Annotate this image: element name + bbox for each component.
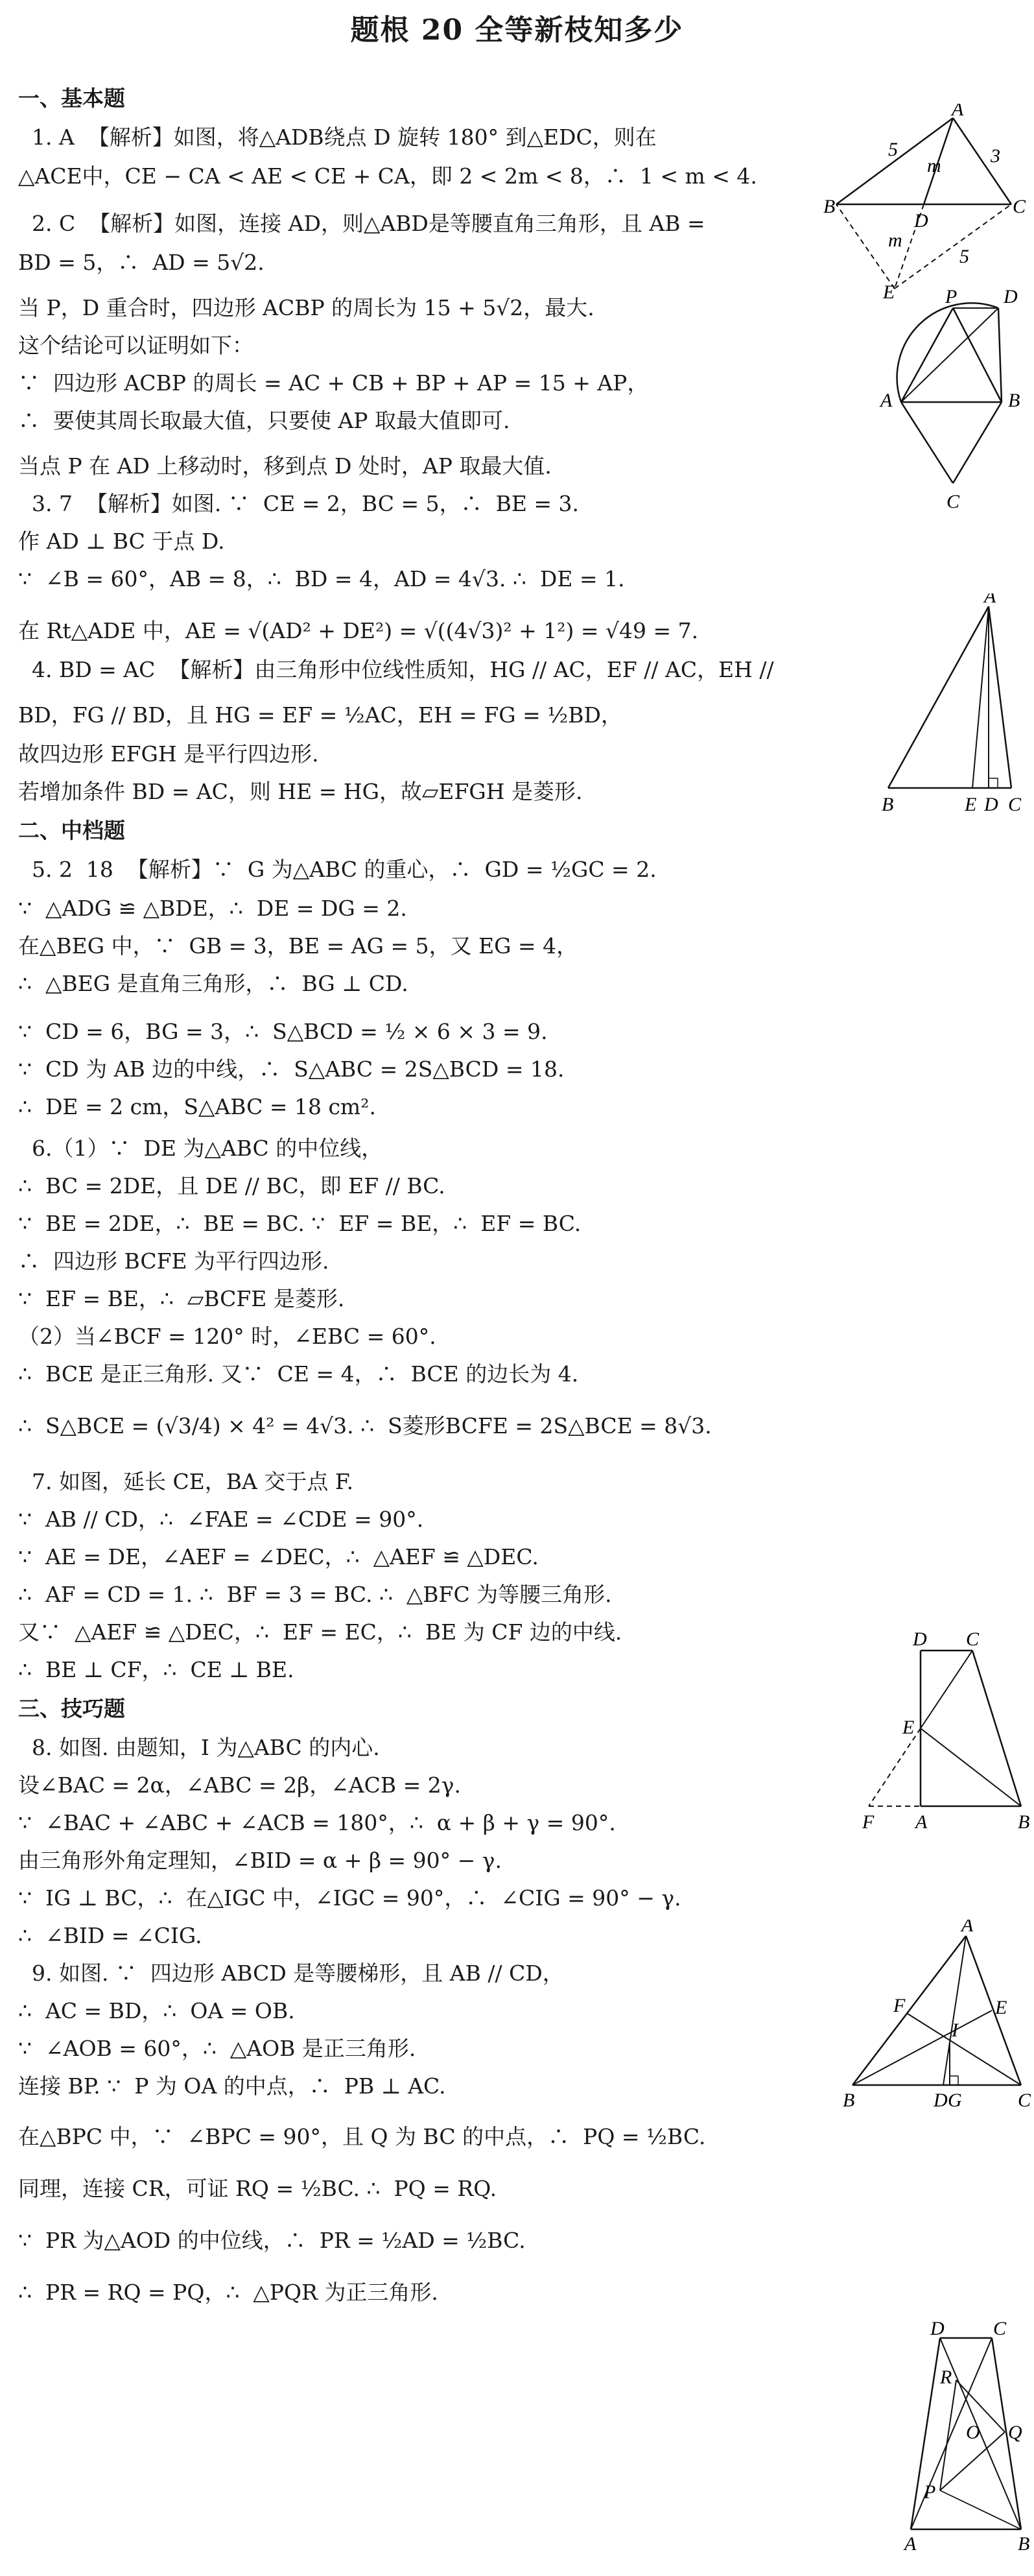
fig9-label: P [924, 2481, 936, 2503]
fig7-label: C [966, 1631, 980, 1650]
solution-line: 8. 如图. 由题知，I 为△ABC 的内心. [18, 1735, 380, 1760]
solution-line: 在 Rt△ADE 中，AE = √(AD² + DE²) = √((4√3)² + 1²) = √49 = 7. [18, 618, 699, 643]
fig9-label: B [1018, 2533, 1030, 2555]
figure-problem-9 [895, 2322, 1031, 2558]
solution-line: ∴ S△BCE = (√3/4) × 4² = 4√3. ∴ S菱形BCFE = 2S△BCE = 8√3. [18, 1413, 712, 1438]
fig9-label: A [904, 2533, 917, 2555]
fig1-label: C [1013, 196, 1026, 217]
solution-line: ∴ AF = CD = 1. ∴ BF = 3 = BC. ∴ △BFC 为等腰三角形. [18, 1582, 612, 1607]
solution-line: ∵ AB // CD，∴ ∠FAE = ∠CDE = 90°. [18, 1507, 424, 1532]
solution-line: ∵ ∠BAC + ∠ABC + ∠ACB = 180°，∴ α + β + γ = 90°. [18, 1810, 616, 1835]
fig1-label: B [823, 196, 836, 217]
solution-line: ∴ 要使其周长取最大值，只要使 AP 取最大值即可. [18, 408, 510, 433]
solution-line: （2）当∠BCF = 120° 时，∠EBC = 60°. [18, 1324, 436, 1349]
fig1-label: m [927, 155, 941, 176]
section-heading: 一、基本题 [18, 86, 125, 111]
figure-problem-2 [875, 289, 1031, 525]
section-heading: 二、中档题 [18, 818, 125, 843]
solution-line: ∵ ∠AOB = 60°，∴ △AOB 是正三角形. [18, 2036, 416, 2061]
solution-line: 在△BPC 中，∵ ∠BPC = 90°，且 Q 为 BC 的中点，∴ PQ = ½BC. [18, 2124, 706, 2149]
solution-line: ∴ 四边形 BCFE 为平行四边形. [18, 1248, 329, 1274]
solution-line: 连接 BP. ∵ P 为 OA 的中点，∴ PB ⊥ AC. [18, 2073, 446, 2099]
solution-line: BD，FG // BD，且 HG = EF = ½AC，EH = FG = ½BD， [18, 702, 622, 728]
solution-line: 故四边形 EFGH 是平行四边形. [18, 741, 319, 767]
solution-line: 当点 P 在 AD 上移动时，移到点 D 处时，AP 取最大值. [18, 453, 552, 479]
solution-line: 2. C 【解析】如图，连接 AD，则△ABD是等腰直角三角形，且 AB = [18, 211, 705, 236]
solution-line: ∵ IG ⊥ BC，∴ 在△IGC 中，∠IGC = 90°，∴ ∠CIG = 90° − γ. [18, 1885, 681, 1911]
figure-problem-1 [823, 104, 1031, 301]
solution-line: ∴ DE = 2 cm，S△ABC = 18 cm². [18, 1094, 376, 1119]
solution-line: ∵ ∠B = 60°，AB = 8，∴ BD = 4，AD = 4√3. ∴ DE = 1. [18, 566, 625, 591]
solution-line: 当 P，D 重合时，四边形 ACBP 的周长为 15 + 5√2，最大. [18, 295, 594, 320]
solution-line: 1. A 【解析】如图，将△ADB绕点 D 旋转 180° 到△EDC，则在 [18, 125, 657, 150]
fig2-label: A [880, 390, 893, 411]
fig8-label: G [948, 2090, 962, 2111]
fig1-label: D [914, 210, 928, 232]
fig8-label: C [1018, 2090, 1031, 2111]
solution-line: 同理，连接 CR，可证 RQ = ½BC. ∴ PQ = RQ. [18, 2176, 497, 2201]
fig9-label: Q [1008, 2422, 1022, 2443]
fig9-label: R [940, 2367, 952, 2388]
fig2-label: D [1004, 289, 1018, 307]
fig9-label: O [966, 2422, 980, 2443]
solution-line: 由三角形外角定理知，∠BID = α + β = 90° − γ. [18, 1848, 502, 1873]
solution-line: ∵ PR 为△AOD 的中位线，∴ PR = ½AD = ½BC. [18, 2228, 526, 2253]
fig1-label: E [883, 281, 895, 298]
fig3-label: B [882, 794, 894, 815]
solution-line: ∵ AE = DE，∠AEF = ∠DEC，∴ △AEF ≌ △DEC. [18, 1544, 539, 1569]
fig9-label: C [993, 2322, 1007, 2339]
solution-line: 在△BEG 中，∵ GB = 3，BE = AG = 5，又 EG = 4， [18, 933, 578, 959]
figure-problem-3 [875, 593, 1031, 823]
fig3-label: D [984, 794, 998, 815]
solution-line: ∵ CD 为 AB 边的中线，∴ S△ABC = 2S△BCD = 18. [18, 1056, 565, 1082]
solution-line: 又∵ △AEF ≌ △DEC，∴ EF = EC，∴ BE 为 CF 边的中线. [18, 1619, 622, 1645]
figure-problem-7 [856, 1631, 1034, 1841]
solution-line: ∴ AC = BD，∴ OA = OB. [18, 1998, 295, 2023]
solution-line: ∴ △BEG 是直角三角形，∴ BG ⊥ CD. [18, 971, 408, 996]
solution-line: ∴ ∠BID = ∠CIG. [18, 1923, 202, 1948]
fig2-label: P [945, 289, 958, 307]
solution-line: ∵ 四边形 ACBP 的周长 = AC + CB + BP + AP = 15 + AP， [18, 370, 649, 396]
solution-line: ∵ △ADG ≌ △BDE，∴ DE = DG = 2. [18, 896, 407, 921]
fig8-label: F [893, 1995, 906, 2016]
fig8-label: E [995, 1997, 1007, 2018]
fig7-label: B [1018, 1811, 1030, 1833]
fig2-label: C [946, 491, 960, 512]
solution-line: 4. BD = AC 【解析】由三角形中位线性质知，HG // AC，EF // AC，EH // [18, 657, 774, 682]
fig8-label: B [843, 2090, 855, 2111]
solution-line: ∵ BE = 2DE，∴ BE = BC. ∵ EF = BE，∴ EF = BC. [18, 1211, 582, 1236]
fig8-label: D [934, 2090, 948, 2111]
page-title: 题根 20 全等新枝知多少 [350, 14, 684, 47]
figure-problem-8 [843, 1920, 1034, 2117]
fig1-label: m [888, 230, 902, 251]
solution-line: 3. 7 【解析】如图. ∵ CE = 2，BC = 5，∴ BE = 3. [18, 491, 580, 516]
solution-line: △ACE中，CE − CA < AE < CE + CA，即 2 < 2m < 8，∴ 1 < m < 4. [18, 163, 757, 189]
fig2-label: B [1008, 390, 1020, 411]
solution-line: ∴ PR = RQ = PQ，∴ △PQR 为正三角形. [18, 2280, 438, 2305]
solution-line: 作 AD ⊥ BC 于点 D. [18, 529, 225, 554]
solution-line: BD = 5，∴ AD = 5√2. [18, 250, 264, 275]
fig9-label: D [930, 2322, 945, 2339]
fig1-label: 3 [991, 145, 1000, 167]
solution-line: ∵ EF = BE，∴ ▱BCFE 是菱形. [18, 1286, 345, 1311]
fig3-label: E [965, 794, 977, 815]
fig8-label: A [961, 1920, 974, 1936]
solution-line: ∴ BCE 是正三角形. 又∵ CE = 4，∴ BCE 的边长为 4. [18, 1361, 579, 1387]
solution-line: 7. 如图，延长 CE，BA 交于点 F. [18, 1469, 354, 1494]
solution-line: ∴ BE ⊥ CF，∴ CE ⊥ BE. [18, 1657, 294, 1682]
fig1-label: A [952, 104, 964, 120]
solution-line: ∴ BC = 2DE，且 DE // BC，即 EF // BC. [18, 1173, 445, 1199]
solution-line: 若增加条件 BD = AC，则 HE = HG，故▱EFGH 是菱形. [18, 779, 583, 804]
fig3-label: C [1008, 794, 1022, 815]
fig1-label: 5 [888, 139, 898, 160]
fig7-label: A [915, 1811, 928, 1833]
fig7-label: D [913, 1631, 927, 1650]
fig7-label: E [902, 1717, 915, 1738]
solution-line: 6.（1）∵ DE 为△ABC 的中位线， [18, 1136, 383, 1161]
fig7-label: F [862, 1811, 875, 1833]
fig8-label: I [952, 2020, 958, 2041]
solution-line: 9. 如图. ∵ 四边形 ABCD 是等腰梯形，且 AB // CD， [18, 1961, 564, 1986]
solution-line: ∵ CD = 6，BG = 3，∴ S△BCD = ½ × 6 × 3 = 9. [18, 1019, 548, 1044]
section-heading: 三、技巧题 [18, 1696, 125, 1721]
solution-line: 设∠BAC = 2α，∠ABC = 2β，∠ACB = 2γ. [18, 1772, 462, 1798]
fig3-label: A [984, 593, 996, 607]
fig1-label: 5 [959, 246, 969, 267]
solution-line: 5. 2 18 【解析】∵ G 为△ABC 的重心，∴ GD = ½GC = 2. [18, 857, 657, 882]
solution-line: 这个结论可以证明如下： [18, 333, 253, 358]
